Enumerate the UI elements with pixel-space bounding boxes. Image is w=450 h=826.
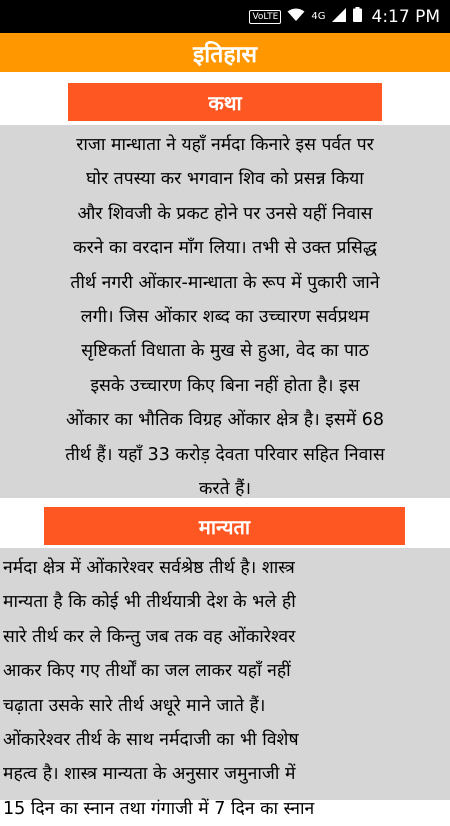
- clock: 4:17 PM: [371, 6, 440, 27]
- text-line: घोर तपस्या कर भगवान शिव को प्रसन्न किया: [86, 169, 364, 190]
- text-line: चढ़ाता उसके सारे तीर्थ अधूरे माने जाते हैं।: [3, 695, 266, 716]
- text-line: तीर्थ नगरी ओंकार-मान्धाता के रूप में पुकारी जाने: [70, 272, 380, 293]
- text-line: राजा मान्धाता ने यहाँ नर्मदा किनारे इस पर्वत पर: [76, 135, 374, 155]
- text-line: करते हैं।: [198, 479, 252, 500]
- text-line: करने का वरदान माँग लिया। तभी से उक्त प्रसिद्ध: [73, 238, 377, 259]
- text-line: आकर किए गए तीर्थों का जल लाकर यहाँ नहीं: [3, 661, 291, 682]
- page-title: इतिहास: [192, 41, 258, 68]
- volte-badge: VoLTE: [249, 10, 281, 24]
- status-icons: [249, 0, 440, 33]
- section-header-katha: [68, 83, 382, 121]
- signal-icon: [332, 7, 347, 26]
- text-line: इसके उच्चारण किए बिना नहीं होता है। इस: [90, 375, 360, 396]
- text-line: सारे तीर्थ कर ले किन्तु जब तक वह ओंकारेश्वर: [3, 626, 296, 647]
- text-line: ओंकारेश्वर तीर्थ के साथ नर्मदाजी का भी विशेष: [3, 730, 299, 751]
- wifi-icon: [287, 7, 305, 26]
- text-line: महत्व है। शास्त्र मान्यता के अनुसार जमुनाजी में: [3, 764, 296, 785]
- section-title: कथा: [208, 90, 242, 115]
- text-line: ओंकार का भौतिक विग्रह ओंकार क्षेत्र है। इसमें 68: [66, 410, 384, 431]
- text-box-katha: [0, 125, 450, 498]
- title-bar: [0, 33, 450, 72]
- network-type: 4G: [311, 11, 326, 22]
- section-header-manyata: [44, 507, 405, 545]
- text-box-manyata: [0, 548, 450, 819]
- text-line: तीर्थ हैं। यहाँ 33 करोड़ देवता परिवार सहित निवास: [65, 444, 385, 465]
- status-bar: [0, 0, 450, 33]
- text-line: नर्मदा क्षेत्र में ओंकारेश्वर सर्वश्रेष्ठ तीर्थ है। शास्त्र: [3, 558, 295, 578]
- text-line: और शिवजी के प्रकट होने पर उनसे यहीं निवास: [77, 203, 373, 224]
- text-line: मान्यता है कि कोई भी तीर्थयात्री देश के भले ही: [3, 592, 296, 613]
- section-title: मान्यता: [198, 514, 251, 539]
- text-line: 15 दिन का स्नान तथा गंगाजी में 7 दिन का स्नान: [3, 798, 315, 819]
- battery-icon: [353, 7, 362, 26]
- text-line: सृष्टिकर्ता विधाता के मुख से हुआ, वेद का पाठ: [81, 341, 369, 362]
- text-line: लगी। जिस ओंकार शब्द का उच्चारण सर्वप्रथम: [80, 307, 370, 328]
